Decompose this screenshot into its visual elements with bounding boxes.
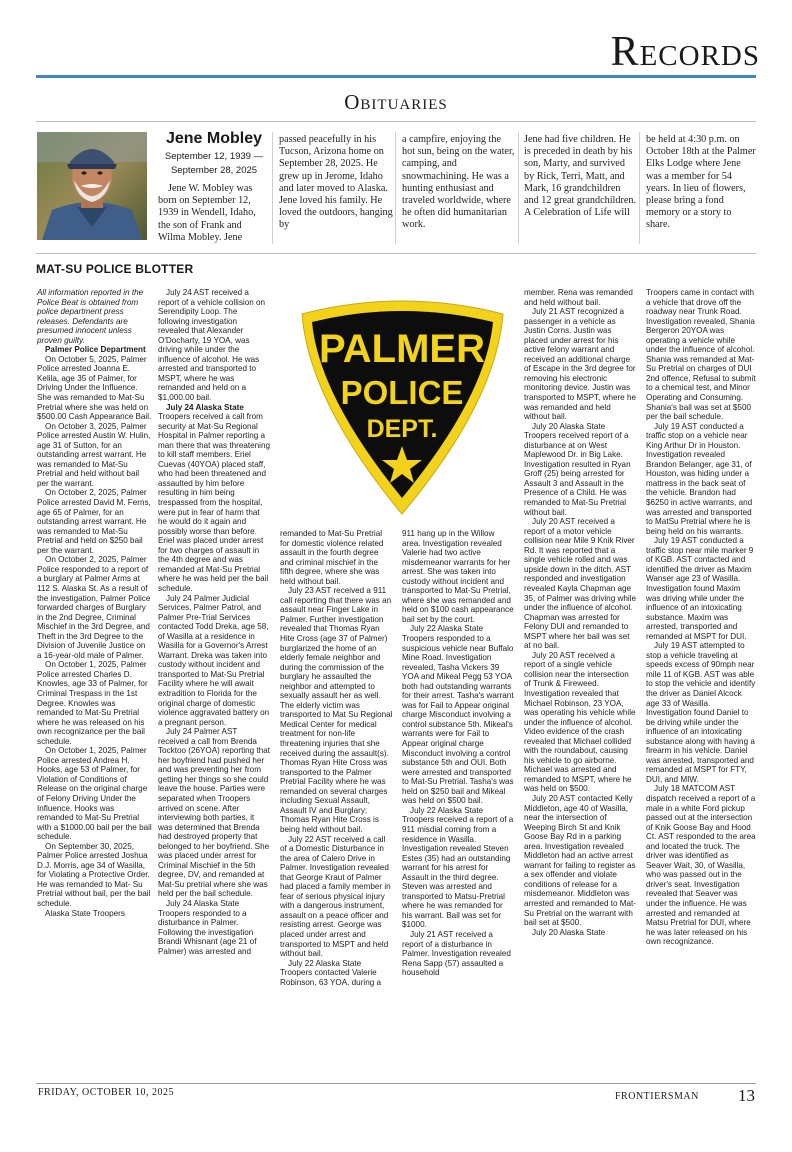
blotter-entry: July 22 Alaska State Troopers responded to a suspicious vehicle near Buffalo Mine Road. Investigation revealed, Tasha Vickers 39 YOA and Mikeal Pegg 53 YOA both had outstanding warrants for their arrest. Tasha's warrant was for Fail to Appear original charge Misconduct involving a control substance 5th. Mikeal's warrants were for Fail to Appear original charge Misconduct involving a control substance 5th and OUI. Both were arrested and transported to Mat-Su Pretrial. Tasha's was held on $250 bail and Mikeal was held on $500 bail.	[402, 624, 514, 806]
blotter-column-3	[280, 529, 393, 987]
blotter-entry: July 20 Alaska State	[532, 927, 606, 937]
column-divider	[395, 132, 396, 244]
header-rule	[36, 75, 756, 78]
blotter-column-5	[524, 288, 637, 937]
obituary-text: be held at 4:30 p.m. on October 18th at the Palmer Elks Lodge where Jene was a member for 54 years. In lieu of flowers, please bring a fond memory or a story to share.	[646, 134, 756, 231]
blotter-entry: remanded to Mat-Su Pretrial for domestic violence related assault in the fourth degree and criminal mischief in the fifth degree, where she was held without bail.	[280, 529, 384, 586]
blotter-entry: On September 30, 2025, Palmer Police arrested Joshua D.J. Morris, age 34 of Wasilla, for Violating a Protective Order. He was remanded to Mat- Su Pretrial without bail, per the bail schedule.	[37, 841, 151, 908]
blotter-entry: July 19 AST conducted a traffic stop on a vehicle near King Arthur Dr in Houston. Investigation revealed Brandon Belanger, age 31, of Houston, was hiding under a mattress in the back seat of the vehicle. Brandon had $6250 in active warrants, and was arrested and transported to MatSu Pretrial where he is being held on his warrants.	[646, 421, 753, 536]
blotter-column-6	[646, 288, 756, 947]
footer-rule	[36, 1083, 756, 1084]
badge-line-1: PALMER	[319, 327, 485, 371]
obituary-column-1	[158, 183, 270, 244]
page-number: 13	[738, 1086, 755, 1105]
footer-paper-name: FRONTIERSMAN	[615, 1091, 699, 1102]
blotter-entry: Troopers received a call from security at Mat-Su Regional Hospital in Palmer reporting a man there that was threatening to kill staff members. Eriel Cuevas (40YOA) placed staff, who had been threatened and assaulted by him before resulting in him being trespassed from the hospital, were put in fear of harm that he would do it again and possibly worse than before. Eriel was placed under arrest for two charges of assault in the 4th degree and was remanded at Mat-Su Pretrial where he was held per the bail schedule.	[158, 412, 271, 593]
footer-date: FRIDAY, OCTOBER 10, 2025	[38, 1087, 175, 1098]
blotter-entry: On October 1, 2025, Palmer Police arrested Charles D. Knowles, age 33 of Palmer, for Criminal Trespass in the 1st Degree. Knowles was remanded to Mat-Su Pretrial where he was released on his own recognizance per the bail schedule.	[37, 660, 148, 746]
blotter-column-4	[402, 529, 515, 978]
blotter-entry: July 22 Alaska State Troopers received a report of a 911 misdial coming from a residence in Wasilla. Investigation revealed Steven Estes (35) had an outstanding warrant for his arrest for Assault in the third degree. Steven was arrested and transported to Matsu-Pretrial where he was remanded for his warrant. Bail was set for $1000.	[402, 805, 514, 930]
blotter-entry: July 20 AST received a report of a motor vehicle collision near Mile 9 Knik River Rd. It was reported that a single vehicle rolled and was upside down in the ditch. AST responded and investigation revealed Kayla Chapman age 35, of Palmer was driving while under the influence of alcohol. Chapman was arrested for Felony DUI and remanded to MSPT where her bail was set at no bail.	[524, 517, 636, 651]
blotter-entry-lead: July 24 Alaska State	[166, 402, 244, 412]
blotter-entry: On October 2, 2025, Palmer Police responded to a report of a burglary at Palmer Arms at 112 S. Alaska St. As a result of the investigation, Palmer Police forwarded charges of Burglary in the 2nd Degree, Criminal Mischief in the 3rd Degree, and Theft in the 3rd Degree to the Division of Juvenile Justice on a 16-year-old male of Palmer.	[37, 555, 151, 660]
obituary-text: a campfire, enjoying the hot sun, being on the water, camping, and snowmachining. He was a hunting enthusiast and traveled worldwide, where he often did humanitarian work.	[402, 134, 515, 231]
obituaries-heading: Obituaries	[344, 90, 448, 114]
blotter-entry: July 20 Alaska State Troopers received report of a disturbance at on West Maplewood Dr. in Big Lake. Investigation resulted in Ryan Groff (25) being arrested for Assault 3 and Assault in the Presence of a Child. He was remanded to Mat-Su Pretrial without bail.	[524, 421, 631, 517]
obituary-column-4	[524, 134, 637, 219]
blotter-entry: July 24 AST received a report of a vehicle collision on Serendipity Loop. The following investigation revealed that Alexander O'Docharty, 19 YOA, was driving while under the influence of alcohol. He was arrested and transported to MSPT, where he was remanded and held on a $1,000.00 bail.	[158, 288, 266, 403]
blotter-entry: July 24 Alaska State Troopers responded to a disturbance in Palmer. Following the investigation Brandi Whisnant (age 21 of Palmer) was arrested and	[158, 899, 257, 956]
blotter-entry: July 23 AST received a 911 call reporting that there was an assault near Finger Lake in Palmer. Further investigation revealed that Thomas Ryan Hite Cross (age 37 of Palmer) burglarized the home of an elderly female neighbor and during the commission of the burglary he assaulted the neighbor and attempted to sexually assault her as well. The elderly victim was transported to Mat Su Regional Medical Center for medical treatment for non-life threatening injuries that she received during the assault(s). Thomas Ryan Hite Cross was transported to the Palmer Pretrial Facility where he was remanded on several charges including Sexual Assault, Assault IV and Burglary; Thomas Ryan Hite Cross is being held without bail.	[280, 586, 393, 834]
blotter-entry: July 19 AST attempted to stop a vehicle traveling at speeds excess of 90mph near mile 11 of KGB. AST was able to stop the vehicle and identify the driver as Daniel Alcock age 33 of Wasilla. Investigation found Daniel to be driving while under the influence of an intoxicating substance along with having a firearm in his vehicle. Daniel was arrested, transported and remanded at MSPT for FTY, DUI, and MIW.	[646, 641, 756, 784]
blotter-column-2	[158, 288, 270, 956]
department-heading: Palmer Police Department	[45, 345, 146, 355]
blotter-entry: July 21 AST received a report of a disturbance in Palmer. Investigation revealed Rena Sapp (57) assaulted a household	[402, 929, 511, 978]
badge-line-2: POLICE	[340, 374, 464, 411]
blotter-entry: On October 1, 2025, Palmer Police arrested Andrea H. Hooks, age 53 of Palmer, for Violation of Conditions of Release on the original charge of Felony Driving Under the Influence. Hooks was remanded to Mat-Su Pretrial with a $1000.00 bail per the bail schedule.	[37, 746, 152, 842]
column-divider	[518, 132, 519, 244]
palmer-police-badge	[290, 292, 515, 520]
blotter-column-1	[37, 288, 152, 918]
blotter-entry: On October 5, 2025, Palmer Police arrested Joanna E. Kelila, age 35 of Palmer, for Driving Under the Influence. She was remanded to Mat-Su Pretrial where she was held on $500.00 Cash Appearance Bail.	[37, 354, 152, 422]
blotter-disclaimer: All information reported in the Police Beat is obtained from police department press releases. Defendants are presumed innocent unless proven guilty.	[37, 288, 144, 345]
obituary-column-5	[646, 134, 756, 232]
blotter-entry: Alaska State Troopers	[45, 908, 125, 918]
obituary-text: Jene had five children. He is preceded in death by his son, Marty, and survived by Rick, Terri, Matt, and Mark, 16 grandchildren and 12 great grandchildren. A Celebration of Life will	[524, 134, 637, 219]
obituary-text: passed peacefully in his Tucson, Arizona home on September 28, 2025. He grew up in Jerome, Idaho and later moved to Alaska. Jene loved his family. He loved the outdoors, hanging by	[279, 134, 393, 231]
column-divider	[639, 132, 640, 244]
blotter-entry: On October 3, 2025, Palmer Police arrested Austin W. Hulin, age 31 of Sutton, for an outstanding arrest warrant. He was remanded to Mat-Su Pretrial and held without bail per the warrant.	[37, 421, 151, 488]
blotter-entry: member. Rena was remanded and held without bail.	[524, 288, 633, 307]
obituary-photo	[37, 132, 147, 240]
obituary-text: Jene W. Mobley was born on September 12, 1939 in Wendell, Idaho, the son of Frank and Wilma Mobley. Jene	[158, 183, 256, 243]
badge-line-3: DEPT.	[366, 415, 438, 443]
blotter-title: MAT-SU POLICE BLOTTER	[36, 262, 194, 276]
blotter-entry: July 20 AST contacted Kelly Middleton, age 40 of Wasilla, near the intersection of Weeping Birch St and Knik Goose Bay Rd in a parking area. Investigation revealed Middleton had an active arrest warrant for failing to register as a sex offender and violate conditions of release for a misdemeanor. Middleton was arrested and remanded to Mat-Su Pretrial on the warrant with bail set at $500.	[524, 793, 637, 928]
section-title: Records	[610, 29, 760, 75]
obituary-column-3	[402, 134, 516, 232]
blotter-entry: July 24 Palmer Judicial Services, Palmer Patrol, and Palmer Pre-Trial Services contacted Todd Dreka, age 58, of Wasilla at a residence in Wasilla for a Governor's Arrest Warrant. Dreka was taken into custody without incident and transported to Mat-Su Pretrial Facility where he will await extradition to Florida for the original charge of domestic violence aggravated battery on a pregnant person.	[158, 593, 270, 727]
blotter-entry: July 18 MATCOM AST dispatch received a report of a male in a white Ford pickup passed out at the intersection of Knik Goose Bay and Hood Ct. AST responded to the area and located the truck. The driver was identified as Seaver Wait, 30, of Wasilla, who was passed out in the driver's seat. Investigation revealed that Seaver was under the influence. He was arrested and remanded at Matsu Pretrial for DUI, where he was later released on his own recognizance.	[646, 784, 756, 947]
blotter-entry: On October 2, 2025, Palmer Police arrested David M. Ferns, age 65 of Palmer, for an outstanding arrest warrant. He was remanded to Mat-Su Pretrial and held on $250 bail per the warrant.	[37, 488, 151, 555]
column-divider	[272, 132, 273, 244]
blotter-entry: July 22 AST received a call of a Domestic Disturbance in the area of Calero Drive in Palmer. Investigation revealed that George Kraut of Palmer had placed a family member in fear of serious physical injury with a dangerous instrument, assault on a peace officer and resisting arrest. George was placed under arrest and transported to MSPT and held without bail.	[280, 834, 391, 959]
obituary-dates: September 12, 1939 — September 28, 2025	[164, 151, 264, 176]
blotter-entry: July 20 AST received a report of a single vehicle collision near the intersection of Trunk & Fireweed. Investigation revealed that Michael Robinson, 23 YOA, was operating his vehicle while under the influence of alcohol. Video evidence of the crash revealed that Michael collided with the roundabout, causing his vehicle to go airborne. Michael was arrested and remanded to MSPT, where he was held on $500.	[524, 650, 636, 794]
blotter-entry: July 19 AST conducted a traffic stop near mile marker 9 of KGB. AST contacted and identified the driver as Maxim Wanser age 23 of Wasilla. Investigation found Maxim was driving while under the influence of an intoxicating substance. Maxim was arrested, transported and remanded at MSPT for DUI.	[646, 536, 754, 641]
blotter-entry: July 22 Alaska State Troopers contacted Valerie Robinson, 63 YOA, during a	[280, 958, 382, 987]
obituary-column-2	[279, 134, 393, 232]
blotter-entry: 911 hang up in the Willow area. Investigation revealed Valerie had two active misdemeanor warrants for her arrest. She was taken into custody without incident and transported to Mat-Su Pretrial, where she was remanded and held on $100 cash appearance bail set by the court.	[402, 529, 514, 624]
obituary-name: Jene Mobley	[165, 130, 263, 147]
blotter-entry: July 24 Palmer AST received a call from Brenda Tocktoo (26YOA) reporting that her boyfriend had pushed her and was preventing her from getting her things so she could leave the house. Parties were separated when Troopers arrived on scene. After interviewing both parties, it was determined that Brenda had destroyed property that belonged to her boyfriend. She was placed under arrest for Criminal Mischief in the 5th degree, DV, and remanded at Mat-Su pretrial where she was held per the bail schedule.	[158, 727, 270, 899]
obituaries-rule	[36, 121, 756, 122]
blotter-entry: July 21 AST recognized a passenger in a vehicle as Justin Corns. Justin was placed under arrest for his active felony warrant and received an additional charge of Escape in the 3rd degree for removing his electronic monitoring device. Justin was transported to MSPT, where he was remanded and held without bail.	[524, 307, 636, 422]
blotter-entry: Troopers came in contact with a vehicle that drove off the roadway near Trunk Road. Investigation revealed, Shania Bergeron 20YOA was operating a vehicle while under the influence of alcohol. Shania was remanded at Mat-Su Pretrial on charges of DUI 2nd offence, Refusal to submit to a chemical test, and Minor Operating and Consuming. Shania's bail was set at $500 per the bail schedule.	[646, 288, 756, 422]
blotter-rule	[36, 253, 756, 254]
